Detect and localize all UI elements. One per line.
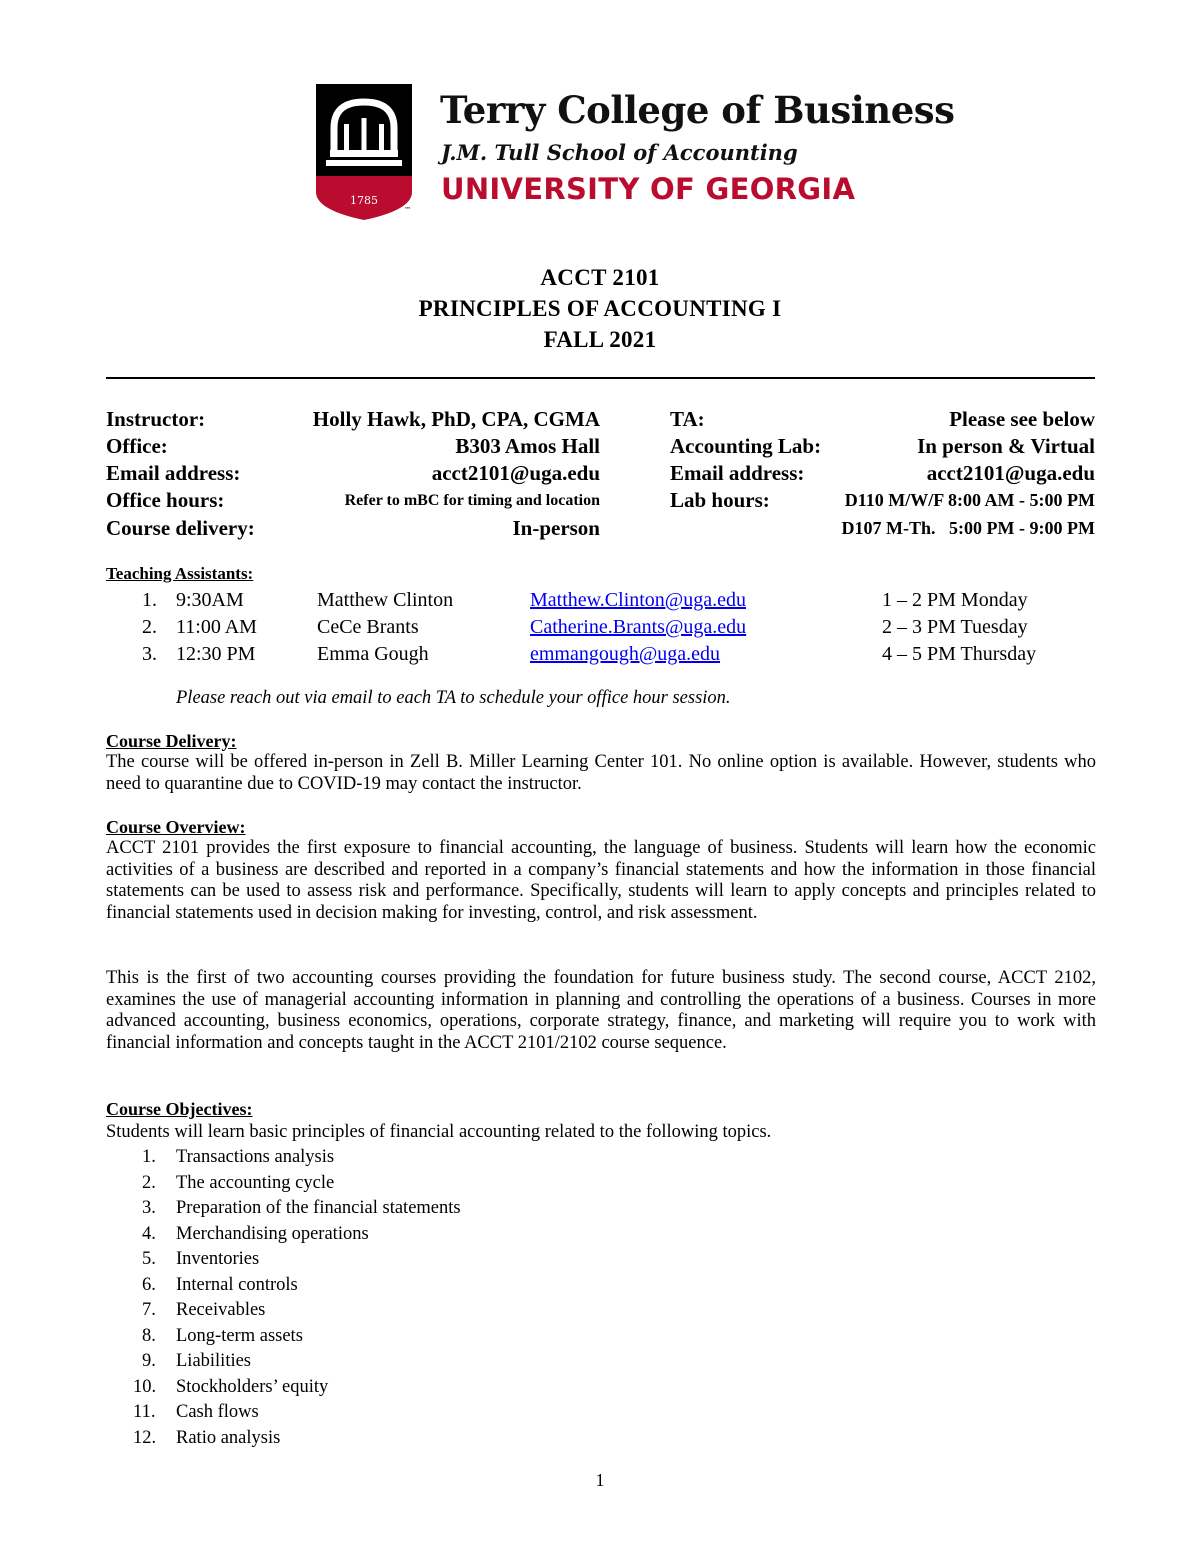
lab-hours-value-1: D110 M/W/F 8:00 AM - 5:00 PM [844, 490, 1095, 510]
objective-number: 2. [142, 1172, 156, 1193]
objective-item: The accounting cycle [176, 1172, 335, 1193]
objective-number: 12. [133, 1427, 157, 1448]
course-overview-paragraph-1: ACCT 2101 provides the first exposure to financial accounting, the language of business. Students will learn how the economic activities of a business are described and reported in a company’s financial statements and how the information in those financial statements can be used to assess risk and performance. Specifically, students will learn to apply concepts and principles related to financial statements used in decision making for investing, control, and risk assessment. [106, 838, 1096, 923]
ta-row-3-name: Emma Gough [317, 643, 429, 665]
course-code: ACCT 2101 [540, 265, 660, 290]
objective-number: 6. [142, 1274, 156, 1295]
uga-arch-logo [316, 84, 412, 220]
objective-number: 9. [142, 1351, 156, 1371]
office-hours-value: Refer to mBC for timing and location [344, 492, 600, 509]
objective-number: 3. [142, 1198, 156, 1218]
course-delivery-heading: Course Delivery: [106, 731, 237, 751]
course-objectives-heading: Course Objectives: [106, 1099, 253, 1119]
objective-item: Long-term assets [176, 1325, 303, 1346]
objective-item: Cash flows [176, 1402, 259, 1422]
ta-row-2-time: 11:00 AM [176, 616, 257, 638]
ta-row-3-hours: 4 – 5 PM Thursday [882, 643, 1037, 665]
lab-email-value: acct2101@uga.edu [926, 461, 1095, 485]
objective-item: Preparation of the financial statements [176, 1198, 461, 1218]
email-label: Email address: [106, 461, 241, 485]
ta-row-1-time: 9:30AM [176, 589, 244, 611]
objective-item: Inventories [176, 1249, 260, 1269]
course-objectives-intro: Students will learn basic principles of financial accounting related to the following topics. [106, 1122, 772, 1142]
objective-item: Liabilities [176, 1351, 252, 1371]
course-overview-heading: Course Overview: [106, 817, 246, 837]
ta-row-2-name: CeCe Brants [317, 616, 419, 638]
ta-note: Please reach out via email to each TA to schedule your office hour session. [176, 688, 731, 708]
objective-number: 8. [142, 1325, 156, 1346]
ta-row-2-num: 2. [142, 616, 157, 638]
objective-number: 11. [133, 1402, 156, 1422]
course-name: PRINCIPLES OF ACCOUNTING I [418, 296, 782, 321]
objective-item: Merchandising operations [176, 1223, 369, 1244]
lab-hours-value-2: D107 M-Th. 5:00 PM - 9:00 PM [841, 518, 1095, 538]
course-delivery-value: In-person [512, 516, 600, 540]
trademark-mark: ™ [404, 206, 411, 214]
office-label: Office: [106, 434, 168, 458]
objective-item: Transactions analysis [176, 1147, 335, 1167]
instructor-value: Holly Hawk, PhD, CPA, CGMA [312, 407, 600, 431]
objective-number: 4. [142, 1223, 156, 1244]
office-value: B303 Amos Hall [455, 434, 600, 458]
instructor-label: Instructor: [106, 407, 206, 431]
objective-item: Stockholders’ equity [176, 1376, 329, 1397]
ta-row-1-hours: 1 – 2 PM Monday [882, 589, 1028, 611]
school-name: J.M. Tull School of Accounting [441, 140, 798, 165]
course-overview-paragraph-2: This is the first of two accounting courses providing the foundation for future business study. The second course, ACCT 2102, examines the use of managerial accounting information in planning and controlling the operations of a business. Courses in more advanced accounting, business economics, operations, corporate strategy, finance, and marketing will require you to work with financial information and concepts taught in the ACCT 2101/2102 course sequence. [106, 968, 1096, 1053]
office-hours-label: Office hours: [106, 488, 225, 512]
lab-hours-label: Lab hours: [670, 488, 770, 512]
course-term: FALL 2021 [543, 327, 657, 352]
objective-item: Internal controls [176, 1274, 298, 1295]
objective-item: Ratio analysis [176, 1427, 281, 1448]
seal-year: 1785 [350, 194, 378, 207]
ta-row-1-email-link[interactable]: Matthew.Clinton@uga.edu [530, 589, 746, 611]
ta-value: Please see below [949, 407, 1095, 431]
ta-label: TA: [670, 407, 705, 431]
objective-number: 10. [133, 1376, 157, 1397]
ta-row-3-time: 12:30 PM [176, 643, 256, 665]
ta-row-3-num: 3. [142, 643, 157, 665]
objective-number: 7. [142, 1300, 156, 1320]
university-name: UNIVERSITY OF GEORGIA [441, 172, 856, 206]
course-delivery-label: Course delivery: [106, 516, 255, 540]
ta-row-2-email-link[interactable]: Catherine.Brants@uga.edu [530, 616, 747, 638]
lab-email-label: Email address: [670, 461, 805, 485]
college-name: Terry College of Business [440, 88, 955, 132]
ta-row-2-hours: 2 – 3 PM Tuesday [882, 616, 1028, 638]
accounting-lab-value: In person & Virtual [917, 434, 1095, 458]
page-number: 1 [595, 1470, 605, 1490]
ta-row-1-name: Matthew Clinton [317, 589, 454, 611]
ta-row-3-email-link[interactable]: emmangough@uga.edu [530, 643, 721, 665]
objective-number: 5. [142, 1249, 156, 1269]
course-delivery-text: The course will be offered in-person in Zell B. Miller Learning Center 101. No online option is available. However, students who need to quarantine due to COVID-19 may contact the instructor. [106, 752, 1096, 794]
ta-row-1-num: 1. [142, 589, 157, 611]
objective-number: 1. [142, 1147, 156, 1167]
ta-heading: Teaching Assistants: [106, 564, 254, 583]
title-divider [106, 377, 1095, 379]
accounting-lab-label: Accounting Lab: [670, 434, 822, 458]
objective-item: Receivables [176, 1300, 266, 1320]
email-value: acct2101@uga.edu [431, 461, 600, 485]
